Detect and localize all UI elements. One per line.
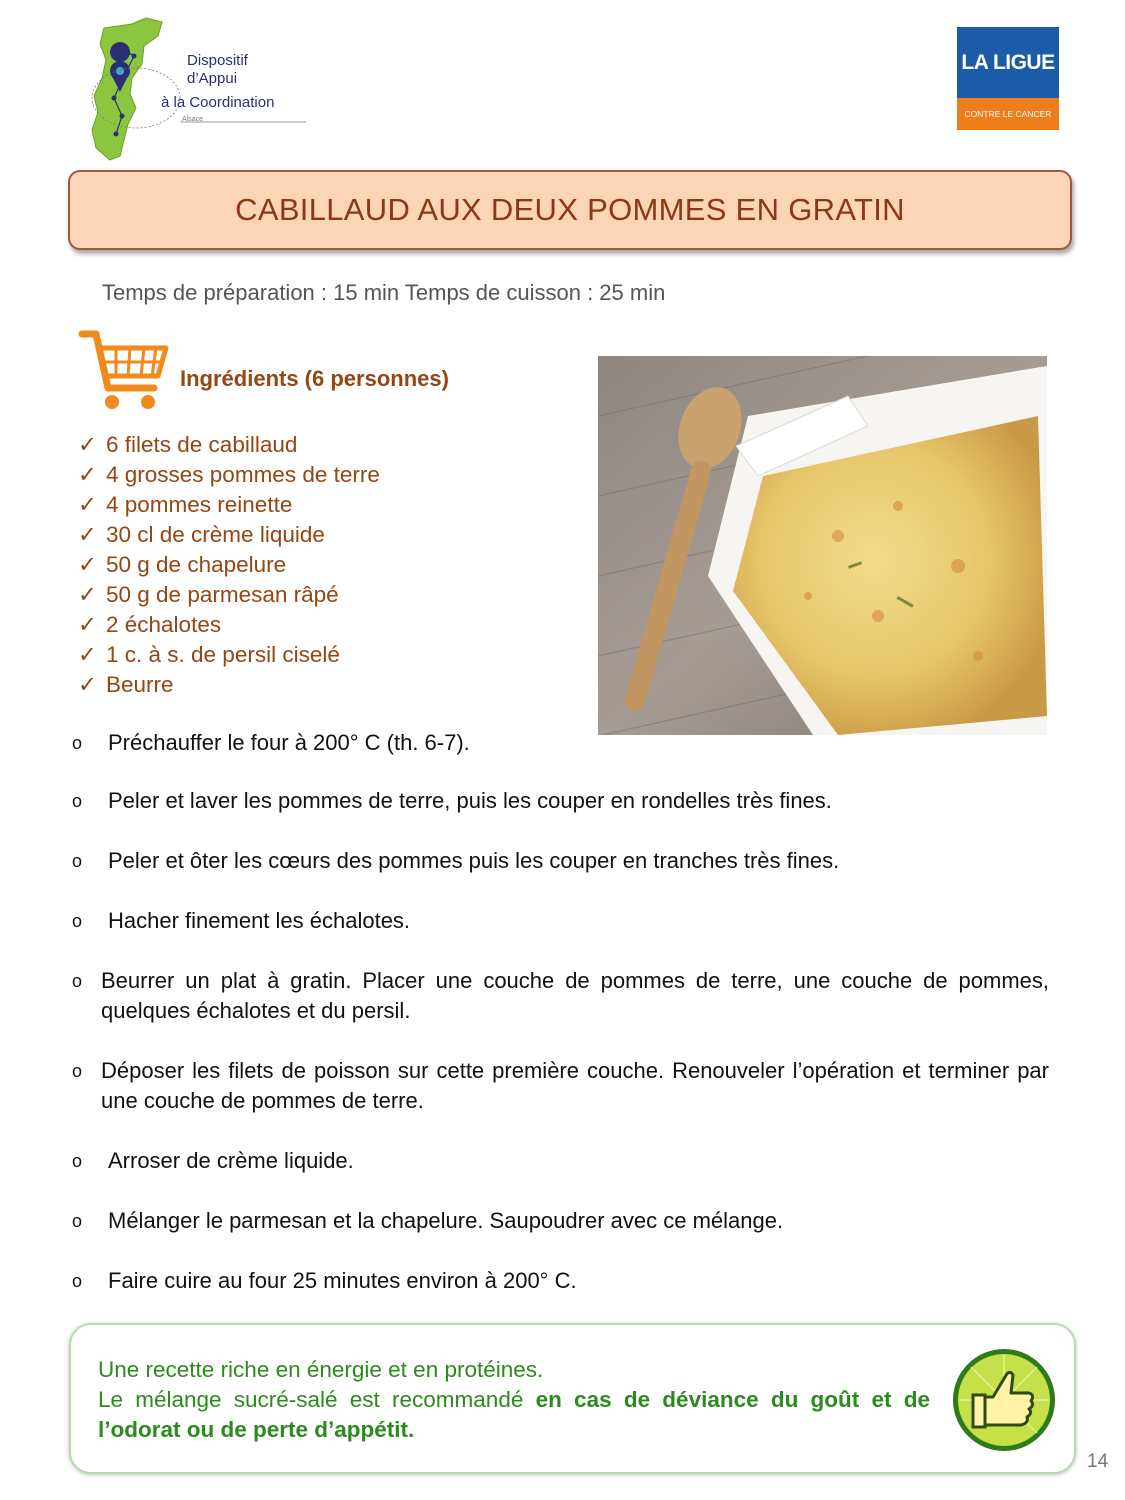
circle-bullet-icon: o xyxy=(72,971,83,991)
checkmark-icon: ✓ xyxy=(78,432,97,457)
dac-alsace-logo xyxy=(84,16,314,166)
checkmark-icon: ✓ xyxy=(78,582,97,607)
ligue-contre-le-cancer-logo xyxy=(957,27,1059,130)
circle-bullet-icon: o xyxy=(72,851,83,871)
checkmark-icon: ✓ xyxy=(78,462,97,487)
ingredient-list xyxy=(78,430,380,700)
circle-bullet-icon: o xyxy=(72,911,83,931)
note-line-2: Le mélange sucré-salé est recommandé en cas de déviance du goût et de l’odorat ou de perte d’appétit. xyxy=(98,1387,930,1442)
ingredient-item: ✓ 2 échalotes xyxy=(78,610,380,640)
circle-bullet-icon: o xyxy=(72,791,83,811)
ingredient-item: ✓ 50 g de parmesan râpé xyxy=(78,580,380,610)
checkmark-icon: ✓ xyxy=(78,672,97,697)
ingredient-item: ✓ 4 grosses pommes de terre xyxy=(78,460,380,490)
checkmark-icon: ✓ xyxy=(78,522,97,547)
nutrition-note-text xyxy=(98,1355,930,1445)
note-emphasis: en cas de déviance du goût et de l’odorat ou de perte d’appétit. xyxy=(98,1387,930,1442)
ingredient-item: ✓ Beurre xyxy=(78,670,380,700)
thumbs-up-icon xyxy=(951,1347,1057,1453)
ingredient-item: ✓ 1 c. à s. de persil ciselé xyxy=(78,640,380,670)
circle-bullet-icon: o xyxy=(72,1151,83,1171)
page-number: 14 xyxy=(1087,1451,1109,1472)
checkmark-icon: ✓ xyxy=(78,642,97,667)
dac-line-coordination: à la Coordination xyxy=(161,94,275,111)
checkmark-icon: ✓ xyxy=(78,492,97,517)
ingredient-item: ✓ 6 filets de cabillaud xyxy=(78,430,380,460)
ingredient-item: ✓ 50 g de chapelure xyxy=(78,550,380,580)
ingredients-heading: Ingrédients (6 personnes) xyxy=(180,366,449,391)
ingredient-item: ✓ 4 pommes reinette xyxy=(78,490,380,520)
preparation-cooking-times: Temps de préparation : 15 min Temps de cuisson : 25 min xyxy=(102,280,666,305)
nutrition-note-box xyxy=(69,1323,1076,1474)
checkmark-icon: ✓ xyxy=(78,552,97,577)
recipe-title: CABILLAUD AUX DEUX POMMES EN GRATIN xyxy=(235,192,905,227)
circle-bullet-icon: o xyxy=(72,1271,83,1291)
alsace-map-icon xyxy=(84,16,314,166)
ligue-logo-name: LA LIGUE xyxy=(957,27,1059,98)
checkmark-icon: ✓ xyxy=(78,612,97,637)
circle-bullet-icon: o xyxy=(72,1061,83,1081)
circle-bullet-icon: o xyxy=(72,1211,83,1231)
shopping-cart-icon xyxy=(78,326,170,414)
dac-line-dispositif: Dispositif xyxy=(187,52,248,69)
recipe-title-banner xyxy=(68,170,1072,250)
gratin-photo xyxy=(598,356,1047,735)
ligue-logo-subtitle: CONTRE LE CANCER xyxy=(957,98,1059,130)
ingredient-item: ✓ 30 cl de crème liquide xyxy=(78,520,380,550)
circle-bullet-icon: o xyxy=(72,733,83,753)
note-line-1: Une recette riche en énergie et en protéines. xyxy=(98,1357,544,1382)
dac-line-appui: d’Appui xyxy=(187,70,238,87)
dac-region-label: Alsace xyxy=(182,116,204,123)
